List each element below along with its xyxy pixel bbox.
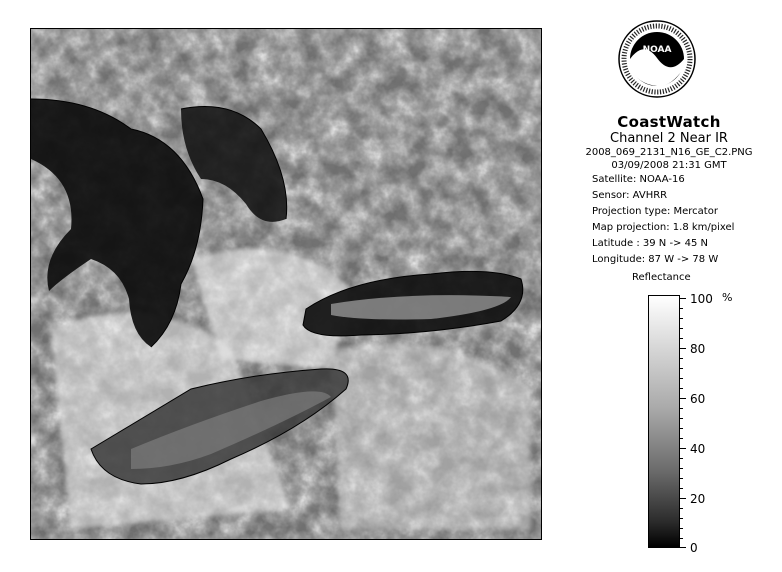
colorbar-label: 60 — [690, 392, 706, 406]
colorbar-label: 40 — [690, 442, 706, 456]
colorbar-tick — [680, 498, 686, 499]
colorbar-tick — [680, 348, 686, 349]
colorbar-label: 0 — [690, 541, 698, 555]
map-projection-text: Map projection: 1.8 km/pixel — [592, 222, 735, 233]
colorbar-minor-tick — [680, 388, 683, 389]
colorbar-minor-tick — [680, 428, 683, 429]
colorbar-minor-tick — [680, 508, 683, 509]
info-panel — [556, 114, 782, 268]
colorbar-title: Reflectance — [632, 272, 691, 283]
noaa-logo-text: NOAA — [642, 45, 672, 55]
colorbar-tick — [680, 448, 686, 449]
page-title: CoastWatch — [617, 113, 721, 131]
colorbar-minor-tick — [680, 528, 683, 529]
colorbar-minor-tick — [680, 338, 683, 339]
colorbar-minor-tick — [680, 458, 683, 459]
noaa-logo — [618, 20, 696, 98]
colorbar-minor-tick — [680, 468, 683, 469]
colorbar-tick — [680, 547, 686, 548]
colorbar-minor-tick — [680, 368, 683, 369]
satellite-image — [30, 28, 542, 540]
projection-type-text: Projection type: Mercator — [592, 206, 718, 217]
colorbar-minor-tick — [680, 408, 683, 409]
reflectance-colorbar — [648, 295, 680, 548]
filename-text: 2008_069_2131_N16_GE_C2.PNG — [585, 147, 753, 158]
colorbar-tick — [680, 398, 686, 399]
colorbar-label: 80 — [690, 342, 706, 356]
colorbar-minor-tick — [680, 308, 683, 309]
sensor-text: Sensor: AVHRR — [592, 190, 668, 201]
colorbar-tick — [680, 298, 686, 299]
colorbar-unit: % — [722, 291, 733, 304]
colorbar-minor-tick — [680, 378, 683, 379]
colorbar-minor-tick — [680, 478, 683, 479]
colorbar-minor-tick — [680, 488, 683, 489]
colorbar-label: 20 — [690, 492, 706, 506]
colorbar-minor-tick — [680, 328, 683, 329]
satellite-text: Satellite: NOAA-16 — [592, 174, 685, 185]
colorbar-minor-tick — [680, 438, 683, 439]
latitude-text: Latitude : 39 N -> 45 N — [592, 238, 708, 249]
colorbar-minor-tick — [680, 358, 683, 359]
channel-subtitle: Channel 2 Near IR — [610, 131, 728, 146]
colorbar-minor-tick — [680, 418, 683, 419]
colorbar-minor-tick — [680, 538, 683, 539]
colorbar-minor-tick — [680, 318, 683, 319]
colorbar-minor-tick — [680, 518, 683, 519]
datetime-text: 03/09/2008 21:31 GMT — [611, 160, 727, 171]
colorbar-label: 100 — [690, 292, 713, 306]
longitude-text: Longitude: 87 W -> 78 W — [592, 254, 719, 265]
